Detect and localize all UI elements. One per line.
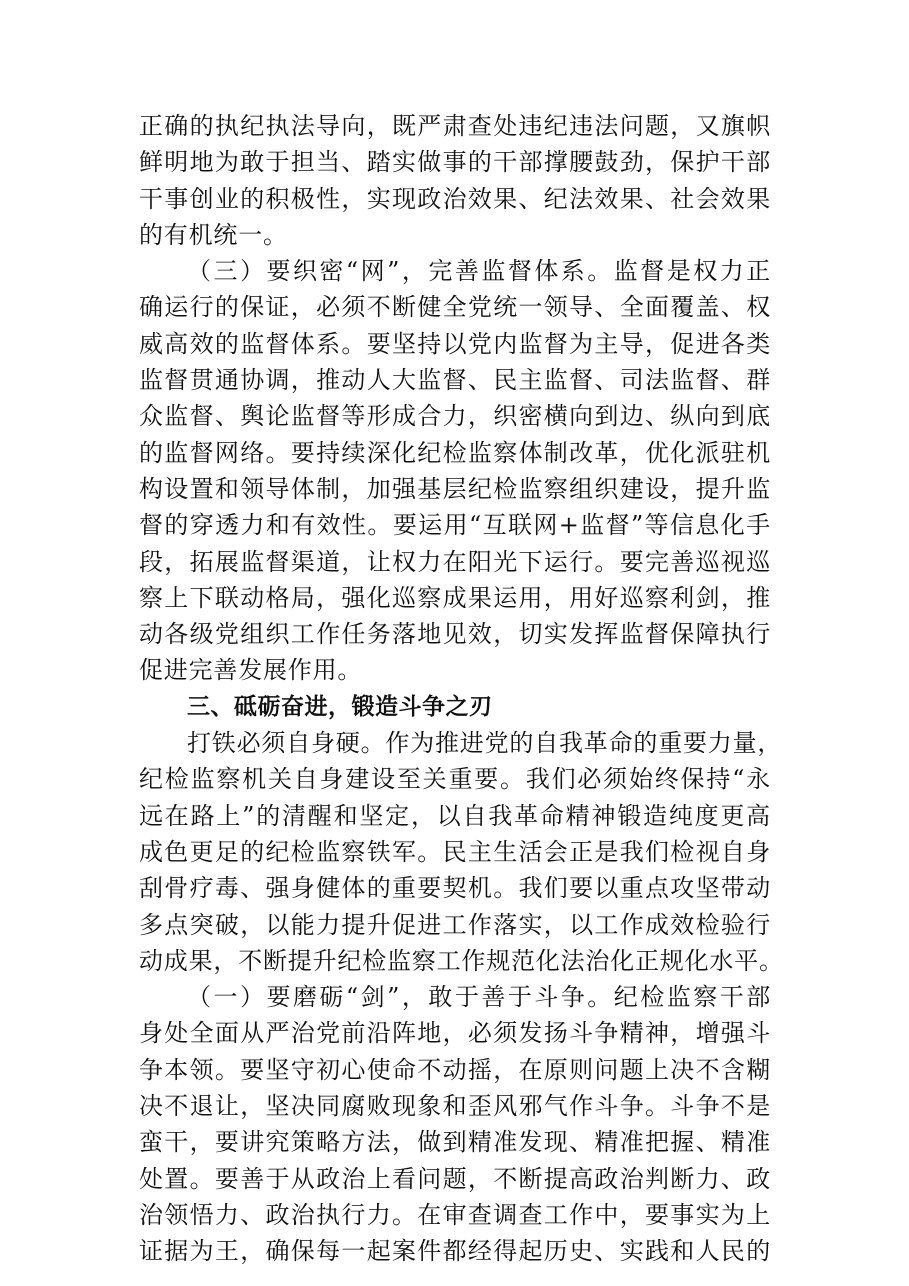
section-heading — [139, 689, 771, 725]
paragraph — [139, 979, 771, 1269]
text-line: 鲜明地为敢于担当、踏实做事的干部撑腰鼓劲，保护干部 — [139, 148, 771, 177]
text-line: 决不退让，坚决同腐败现象和歪风邪气作斗争。斗争不是 — [139, 1092, 771, 1121]
text-line: 监督贯通协调，推动人大监督、民主监督、司法监督、群 — [139, 366, 771, 395]
heading-text: 三、砥砺奋进，锻造斗争之刃 — [187, 693, 493, 720]
text-line: 治领悟力、政治执行力。在审查调查工作中，要事实为上 — [139, 1200, 771, 1229]
paragraph — [139, 253, 771, 689]
text-line: 远在路上”的清醒和坚定，以自我革命精神锻造纯度更高 — [139, 801, 771, 830]
text-line: 的有机统一。 — [139, 220, 288, 249]
text-line: 确运行的保证，必须不断健全党统一领导、全面覆盖、权 — [139, 293, 771, 322]
text-line: （一）要磨砺“剑”，敢于善于斗争。纪检监察干部 — [187, 983, 771, 1012]
text-line: 动各级党组织工作任务落地见效，切实发挥监督保障执行 — [139, 620, 771, 649]
text-line: 成色更足的纪检监察铁军。民主生活会正是我们检视自身 — [139, 837, 771, 866]
text-line: 干事创业的积极性，实现政治效果、纪法效果、社会效果 — [139, 184, 771, 213]
paragraph — [139, 108, 771, 253]
text-line: 段，拓展监督渠道，让权力在阳光下运行。要完善巡视巡 — [139, 547, 771, 576]
text-line: 身处全面从严治党前沿阵地，必须发扬斗争精神，增强斗 — [139, 1019, 771, 1048]
text-line: 多点突破，以能力提升促进工作落实，以工作成效检验行 — [139, 910, 771, 939]
text-line: 处置。要善于从政治上看问题，不断提高政治判断力、政 — [139, 1164, 771, 1193]
text-line: （三）要织密“网”，完善监督体系。监督是权力正 — [187, 257, 771, 286]
text-line: 众监督、舆论监督等形成合力，织密横向到边、纵向到底 — [139, 402, 771, 431]
paragraph — [139, 725, 784, 979]
text-line: 动成果，不断提升纪检监察工作规范化法治化正规化水平。 — [139, 946, 784, 975]
text-line: 纪检监察机关自身建设至关重要。我们必须始终保持“永 — [139, 765, 771, 794]
text-line: 促进完善发展作用。 — [139, 656, 363, 685]
text-line: 蛮干，要讲究策略方法，做到精准发现、精准把握、精准 — [139, 1128, 771, 1157]
text-line: 刮骨疗毒、强身健体的重要契机。我们要以重点攻坚带动 — [139, 874, 771, 903]
text-line: 证据为王，确保每一起案件都经得起历史、实践和人民的 — [139, 1237, 771, 1266]
text-line: 正确的执纪执法导向，既严肃查处违纪违法问题，又旗帜 — [139, 112, 771, 140]
text-line: 察上下联动格局，强化巡察成果运用，用好巡察利剑，推 — [139, 583, 771, 612]
text-line: 构设置和领导体制，加强基层纪检监察组织建设，提升监 — [139, 474, 771, 503]
document-body — [139, 108, 784, 1270]
text-line: 的监督网络。要持续深化纪检监察体制改革，优化派驻机 — [139, 438, 771, 467]
text-line: 威高效的监督体系。要坚持以党内监督为主导，促进各类 — [139, 329, 771, 358]
text-line: 打铁必须自身硬。作为推进党的自我革命的重要力量， — [187, 729, 783, 758]
text-line: 督的穿透力和有效性。要运用“互联网+监督”等信息化手 — [139, 511, 771, 540]
text-line: 争本领。要坚守初心使命不动摇，在原则问题上决不含糊 — [139, 1055, 771, 1084]
